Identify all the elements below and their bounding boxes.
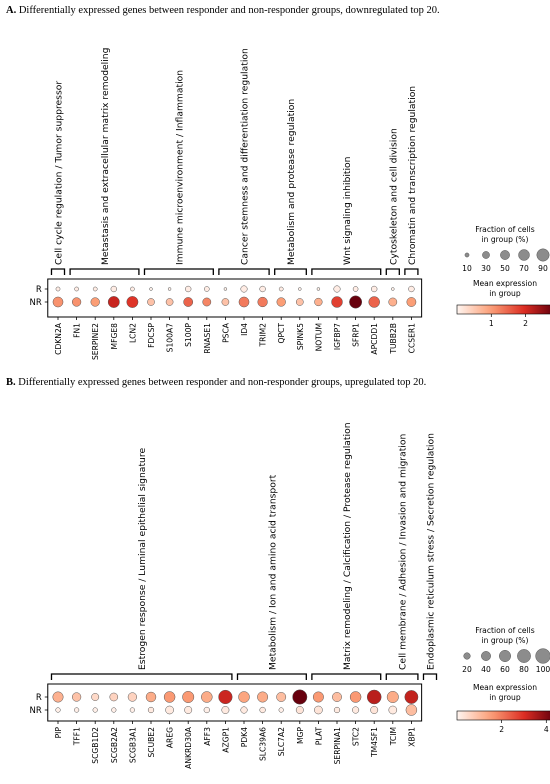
gene-label: SCGB1D2 bbox=[91, 727, 101, 764]
gene-label: SERPINE2 bbox=[91, 323, 101, 361]
size-legend-dot bbox=[465, 253, 469, 257]
expression-dot bbox=[130, 708, 135, 713]
expression-dot bbox=[201, 692, 212, 703]
size-legend-title: Fraction of cells bbox=[475, 225, 535, 234]
gene-label: PLAT bbox=[314, 727, 324, 746]
colorbar bbox=[457, 305, 550, 314]
expression-dot bbox=[184, 297, 193, 306]
size-legend-title: in group (%) bbox=[481, 636, 529, 645]
gene-label: NOTUM bbox=[314, 323, 324, 352]
size-legend-dot bbox=[482, 251, 489, 258]
gene-label: AZGP1 bbox=[221, 727, 231, 753]
gene-label: TFF1 bbox=[72, 727, 82, 746]
expression-dot bbox=[389, 298, 397, 306]
size-legend-title: Fraction of cells bbox=[475, 626, 535, 635]
expression-dot bbox=[239, 692, 250, 703]
group-label: Cytoskeleton and cell division bbox=[388, 128, 400, 265]
plot-frame bbox=[48, 684, 422, 721]
color-legend-title: Mean expression bbox=[472, 279, 538, 288]
gene-label: IGFBP7 bbox=[333, 323, 342, 351]
expression-dot bbox=[407, 297, 416, 306]
size-legend-label: 70 bbox=[519, 264, 529, 273]
group-label: Metabolism / Ion and amino acid transport bbox=[267, 474, 279, 670]
expression-dot bbox=[387, 691, 398, 702]
size-legend-label: 10 bbox=[462, 264, 472, 273]
expression-dot bbox=[332, 692, 341, 701]
expression-dot bbox=[371, 706, 378, 713]
expression-dot bbox=[406, 705, 417, 716]
expression-dot bbox=[222, 706, 229, 713]
gene-label: AREG bbox=[165, 727, 175, 749]
gene-label: SLC39A6 bbox=[258, 727, 268, 762]
expression-dot bbox=[148, 707, 154, 713]
color-legend-title: in group bbox=[489, 693, 521, 702]
colorbar bbox=[457, 711, 550, 720]
group-bracket bbox=[312, 269, 381, 275]
expression-dot bbox=[334, 286, 341, 293]
gene-label: SLC7A2 bbox=[277, 727, 287, 757]
gene-label: PIP bbox=[54, 727, 63, 739]
gene-label: SPINK5 bbox=[295, 323, 305, 351]
size-legend-label: 100 bbox=[535, 665, 550, 674]
expression-dot bbox=[168, 288, 171, 291]
group-bracket bbox=[275, 269, 307, 275]
size-legend-dot bbox=[499, 650, 510, 661]
expression-dot bbox=[241, 286, 248, 293]
expression-dot bbox=[164, 692, 175, 703]
size-legend-title: in group (%) bbox=[481, 235, 529, 244]
expression-dot bbox=[53, 297, 63, 307]
panel-b-caption: Differentially expressed genes between responder and non-responder groups, upregulated top 20. bbox=[18, 377, 427, 388]
expression-dot bbox=[75, 287, 79, 291]
row-label: R bbox=[35, 285, 42, 295]
expression-dot bbox=[56, 287, 60, 291]
gene-label: STC2 bbox=[351, 727, 361, 747]
expression-dot bbox=[185, 286, 191, 292]
size-legend-dot bbox=[517, 649, 530, 662]
gene-label: ID4 bbox=[240, 323, 249, 336]
expression-dot bbox=[298, 288, 301, 291]
size-legend-label: 90 bbox=[538, 264, 548, 273]
expression-dot bbox=[241, 707, 248, 714]
size-legend-dot bbox=[464, 653, 471, 660]
expression-dot bbox=[111, 708, 116, 713]
expression-dot bbox=[296, 298, 303, 305]
gene-label: S100A7 bbox=[165, 323, 175, 353]
expression-dot bbox=[258, 297, 268, 307]
gene-label: MGP bbox=[295, 727, 305, 745]
gene-label: SFRP1 bbox=[351, 323, 361, 347]
expression-dot bbox=[146, 692, 156, 702]
group-bracket bbox=[405, 269, 418, 275]
size-legend-label: 80 bbox=[519, 665, 529, 674]
expression-dot bbox=[56, 708, 61, 713]
size-legend-label: 60 bbox=[500, 665, 510, 674]
gene-label: RNASE1 bbox=[202, 323, 212, 354]
size-legend-dot bbox=[481, 651, 490, 660]
size-legend-label: 50 bbox=[500, 264, 510, 273]
gene-label: SERPINA1 bbox=[333, 727, 342, 765]
group-bracket bbox=[386, 269, 399, 275]
panel-a-letter: A. bbox=[6, 5, 17, 16]
expression-dot bbox=[260, 707, 266, 713]
size-legend-label: 20 bbox=[462, 665, 472, 674]
gene-label: MFGE8 bbox=[109, 323, 119, 350]
expression-dot bbox=[314, 706, 322, 714]
group-bracket bbox=[386, 674, 418, 680]
gene-label: TUBB2B bbox=[388, 323, 398, 354]
expression-dot bbox=[128, 693, 137, 702]
expression-dot bbox=[182, 691, 193, 702]
plot-frame bbox=[48, 279, 422, 317]
gene-label: TM4SF1 bbox=[370, 727, 380, 758]
group-label: Chromatin and transcription regulation bbox=[406, 85, 418, 265]
expression-dot bbox=[317, 288, 320, 291]
expression-dot bbox=[350, 692, 361, 703]
expression-dot bbox=[277, 692, 286, 701]
group-label: Wnt signaling inhibition bbox=[341, 156, 353, 265]
group-label: Metabolism and protease regulation bbox=[286, 98, 297, 265]
expression-dot bbox=[334, 707, 340, 713]
group-label: Cell cycle regulation / Tumor suppressor bbox=[53, 80, 65, 265]
expression-dot bbox=[222, 298, 229, 305]
expression-dot bbox=[332, 297, 343, 308]
expression-dot bbox=[72, 298, 81, 307]
expression-dot bbox=[277, 298, 286, 307]
expression-dot bbox=[111, 286, 117, 292]
expression-dot bbox=[352, 707, 359, 714]
colorbar-tick-label: 2 bbox=[499, 725, 505, 734]
expression-dot bbox=[313, 692, 323, 702]
gene-label: ANKRD30A bbox=[184, 727, 194, 769]
expression-dot bbox=[369, 297, 380, 308]
expression-dot bbox=[239, 297, 249, 307]
group-bracket bbox=[51, 674, 231, 680]
expression-dot bbox=[219, 690, 233, 704]
expression-dot bbox=[408, 286, 414, 292]
expression-dot bbox=[53, 692, 63, 702]
gene-label: PSCA bbox=[221, 323, 231, 343]
row-label: NR bbox=[29, 706, 42, 716]
size-legend-dot bbox=[500, 250, 509, 259]
expression-dot bbox=[93, 287, 97, 291]
expression-dot bbox=[91, 298, 100, 307]
gene-label: LCN2 bbox=[128, 323, 138, 344]
gene-label: TRIM2 bbox=[258, 323, 268, 347]
group-bracket bbox=[237, 674, 306, 680]
gene-label: PDK4 bbox=[240, 727, 249, 748]
expression-dot bbox=[166, 706, 174, 714]
expression-dot bbox=[279, 708, 284, 713]
expression-dot bbox=[389, 706, 397, 714]
group-label: Endoplasmic reticulum stress / Secretion regulation bbox=[425, 433, 437, 670]
size-legend-label: 40 bbox=[481, 665, 491, 674]
color-legend-title: Mean expression bbox=[472, 683, 538, 692]
expression-dot bbox=[203, 298, 211, 306]
group-label: Matrix remodeling / Calcification / Protease regulation bbox=[341, 422, 353, 670]
group-label: Cell membrane / Adhesion / Invasion and migration bbox=[397, 433, 409, 670]
group-bracket bbox=[423, 674, 436, 680]
gene-label: XBP1 bbox=[407, 727, 417, 747]
expression-dot bbox=[110, 693, 118, 701]
expression-dot bbox=[108, 296, 119, 307]
row-label: R bbox=[35, 693, 42, 703]
gene-label: TCIM bbox=[388, 727, 398, 746]
group-label: Estrogen response / Luminal epithelial signature bbox=[137, 447, 149, 670]
group-bracket bbox=[144, 269, 213, 275]
expression-dot bbox=[92, 693, 99, 700]
expression-dot bbox=[367, 690, 381, 704]
group-bracket bbox=[219, 269, 269, 275]
expression-dot bbox=[279, 287, 283, 291]
size-legend-dot bbox=[519, 250, 530, 261]
expression-dot bbox=[260, 286, 266, 292]
expression-dot bbox=[224, 288, 227, 291]
gene-label: CCSER1 bbox=[407, 323, 417, 354]
expression-dot bbox=[130, 287, 134, 291]
panel-a-title bbox=[6, 5, 440, 16]
gene-label: FDCSP bbox=[147, 323, 156, 348]
expression-dot bbox=[349, 296, 361, 308]
gene-label: S100P bbox=[184, 323, 194, 347]
expression-dot bbox=[72, 693, 81, 702]
group-label: Metastasis and extracellular matrix remodeling bbox=[100, 47, 111, 265]
expression-dot bbox=[147, 298, 154, 305]
expression-dot bbox=[353, 286, 358, 291]
expression-dot bbox=[93, 708, 98, 713]
gene-label: SCGB2A2 bbox=[109, 727, 119, 764]
colorbar-tick-label: 1 bbox=[488, 319, 494, 328]
expression-dot bbox=[257, 692, 267, 702]
gene-label: AFF3 bbox=[202, 727, 212, 746]
size-legend-dot bbox=[536, 649, 550, 664]
colorbar-tick-label: 2 bbox=[523, 319, 528, 328]
expression-dot bbox=[74, 708, 79, 713]
group-bracket bbox=[312, 674, 381, 680]
gene-label: FN1 bbox=[72, 323, 82, 338]
expression-dot bbox=[405, 690, 418, 703]
panel-b-title bbox=[6, 377, 426, 388]
expression-dot bbox=[296, 706, 303, 713]
expression-dot bbox=[204, 707, 210, 713]
panel-a-caption: Differentially expressed genes between responder and non-responder groups, downregulated top 20. bbox=[18, 5, 440, 16]
dotplot-upregulated bbox=[0, 388, 550, 784]
expression-dot bbox=[391, 288, 394, 291]
dotplot-downregulated bbox=[0, 16, 550, 386]
expression-dot bbox=[315, 298, 323, 306]
expression-dot bbox=[293, 690, 307, 704]
size-legend-label: 30 bbox=[481, 264, 491, 273]
gene-label: SCGB3A1 bbox=[128, 727, 138, 764]
size-legend-dot bbox=[537, 249, 549, 261]
expression-dot bbox=[127, 296, 138, 307]
expression-dot bbox=[371, 286, 377, 292]
panel-b-letter: B. bbox=[6, 377, 16, 388]
expression-dot bbox=[204, 286, 209, 291]
group-label: Cancer stemness and differentiation regulation bbox=[239, 48, 251, 265]
gene-label: CDKN2A bbox=[54, 323, 63, 355]
gene-label: SCUBE2 bbox=[147, 727, 156, 758]
group-bracket bbox=[51, 269, 64, 275]
row-label: NR bbox=[29, 298, 42, 308]
colorbar-tick-label: 4 bbox=[543, 725, 549, 734]
group-label: Immune microenvironment / Inflammation bbox=[174, 69, 186, 265]
expression-dot bbox=[185, 706, 192, 713]
expression-dot bbox=[150, 288, 153, 291]
gene-label: APCDD1 bbox=[370, 323, 380, 355]
expression-dot bbox=[166, 298, 173, 305]
group-bracket bbox=[70, 269, 139, 275]
gene-label: QPCT bbox=[277, 323, 287, 344]
color-legend-title: in group bbox=[489, 289, 521, 298]
